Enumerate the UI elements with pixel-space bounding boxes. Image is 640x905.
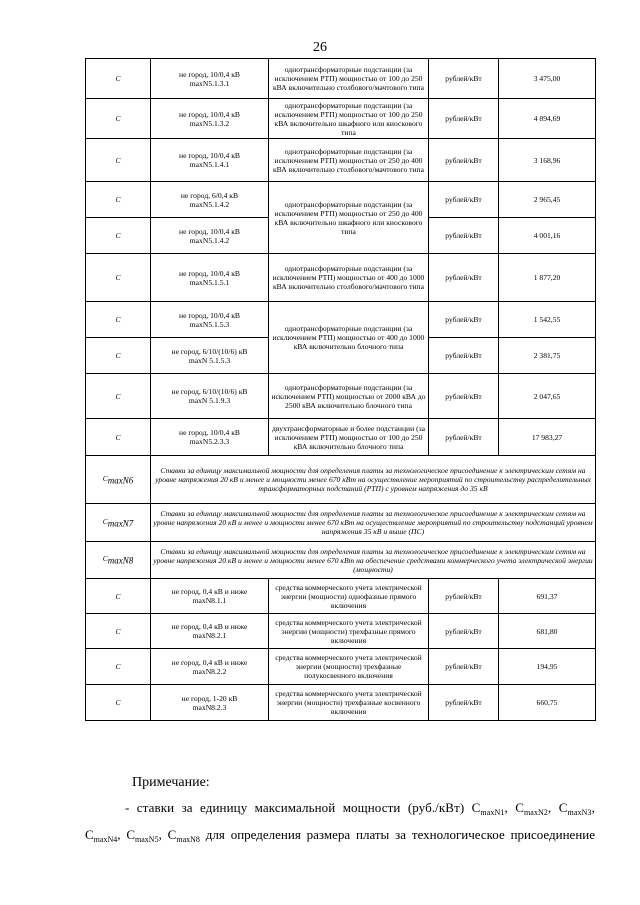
unit-cell: рублей/кВт (429, 139, 499, 182)
unit-cell: рублей/кВт (429, 614, 499, 649)
rate-code: C (86, 614, 151, 649)
category-code: $C_{maxN6}$ (86, 456, 151, 504)
category-code: $C_{maxN7}$ (86, 504, 151, 542)
rate-id: maxN8.2.1 (192, 631, 227, 640)
unit-cell: рублей/кВт (429, 374, 499, 419)
value-cell: 17 983,27 (499, 419, 596, 456)
unit-cell: рублей/кВт (429, 302, 499, 338)
voltage-label: не город, 0,4 кВ и ниже (171, 622, 248, 631)
subscript: maxN4 (93, 835, 118, 844)
value-cell: 3 168,96 (499, 139, 596, 182)
value-cell: 4 894,69 (499, 99, 596, 139)
table-row (86, 579, 596, 614)
note-title: Примечание: (132, 775, 210, 790)
rate-id: maxN5.1.5.1 (189, 277, 230, 287)
table-row (86, 302, 596, 338)
unit-cell: рублей/кВт (429, 59, 499, 99)
rate-id: maxN5.1.4.2 (189, 199, 230, 209)
rate-code: C (86, 302, 151, 338)
category-row (86, 542, 596, 579)
rate-code: C (86, 419, 151, 456)
voltage-cell (151, 649, 269, 685)
table-row (86, 374, 596, 419)
value-cell: 3 475,00 (499, 59, 596, 99)
unit-cell: рублей/кВт (429, 99, 499, 139)
rate-id: maxN8.1.1 (192, 596, 227, 605)
voltage-label: не город, 10/0,4 кВ (179, 428, 240, 437)
rate-code: C (86, 139, 151, 182)
description-cell: однотрансформаторные подстанции (за исключением РТП) мощностью от 250 до 400 кВА включительно столбового/мачтового типа (269, 139, 429, 182)
value-cell: 681,80 (499, 614, 596, 649)
subscript: maxN1 (480, 808, 505, 817)
rate-code: C (86, 649, 151, 685)
note-text: - ставки за единицу максимальной мощности (руб./кВт) C (125, 800, 481, 815)
category-description: Ставки за единицу максимальной мощности для определения платы за технологическое присоединение к электрическим сетям на уровне напряжения 20 кВ и менее и мощности менее 670 кВт на осуществление мероприятий по строительству подстанций уровнем напряжения 35 кВ и выше (ПС) (151, 504, 596, 542)
rate-code: C (86, 182, 151, 218)
voltage-label: не город, 0,4 кВ и ниже (171, 587, 248, 596)
description-cell: однотрансформаторные подстанции (за исключением РТП) мощностью от 250 до 400 кВА включительно шкафного или киоскового типа (269, 182, 429, 254)
rate-id: maxN5.1.4.1 (189, 160, 230, 169)
rate-code: C (86, 254, 151, 302)
value-cell: 4 001,16 (499, 218, 596, 254)
table-row (86, 99, 596, 139)
description-cell: однотрансформаторные подстанции (за исключением РТП) мощностью от 100 до 250 кВА включительно шкафного или киоскового типа (269, 99, 429, 139)
description-cell: средства коммерческого учета электрической энергии (мощности) трехфазные полукосвенного включения (269, 649, 429, 685)
rates-table (85, 58, 596, 721)
voltage-cell (151, 218, 269, 254)
unit-cell: рублей/кВт (429, 685, 499, 721)
description-cell: однотрансформаторные подстанции (за исключением РТП) мощностью от 400 до 1000 кВА включительно блочного типа (269, 302, 429, 374)
description-cell: однотрансформаторные подстанции (за исключением РТП) мощностью от 2000 кВА до 2500 кВА включительно блочного типа (269, 374, 429, 419)
table-row (86, 139, 596, 182)
voltage-cell (151, 419, 269, 456)
rate-code: C (86, 59, 151, 99)
unit-cell: рублей/кВт (429, 579, 499, 614)
voltage-label: не город, 1-20 кВ (181, 693, 238, 703)
category-code: $C_{maxN8}$ (86, 542, 151, 579)
category-row (86, 456, 596, 504)
unit-cell: рублей/кВт (429, 419, 499, 456)
description-cell: однотрансформаторные подстанции (за исключением РТП) мощностью от 400 до 1000 кВА включительно столбового/мачтового типа (269, 254, 429, 302)
voltage-cell (151, 614, 269, 649)
description-cell: двухтрансформаторные и более подстанции (за исключением РТП) мощностью от 100 до 250 кВА включительно блочного типа (269, 419, 429, 456)
description-cell: средства коммерческого учета электрической энергии (мощности) трехфазные косвенного включения (269, 685, 429, 721)
description-cell: однотрансформаторные подстанции (за исключением РТП) мощностью от 100 до 250 кВА включительно столбового/мачтового типа (269, 59, 429, 99)
unit-cell: рублей/кВт (429, 649, 499, 685)
unit-cell: рублей/кВт (429, 338, 499, 374)
description-cell: средства коммерческого учета электрической энергии (мощности) однофазные прямого включения (269, 579, 429, 614)
voltage-label: не город, 6/0,4 кВ (180, 190, 239, 200)
voltage-cell (151, 99, 269, 139)
voltage-label: не город, 10/0,4 кВ (179, 226, 240, 236)
unit-cell: рублей/кВт (429, 254, 499, 302)
voltage-label: не город, 10/0,4 кВ (179, 268, 240, 278)
voltage-label: не город, 0,4 кВ и ниже (171, 657, 248, 667)
voltage-cell (151, 374, 269, 419)
value-cell: 691,37 (499, 579, 596, 614)
subscript: maxN2 (523, 808, 549, 817)
rate-code: C (86, 579, 151, 614)
voltage-cell (151, 579, 269, 614)
voltage-cell (151, 139, 269, 182)
rate-id: maxN5.1.3.1 (189, 78, 230, 88)
rate-id: maxN5.1.5.3 (189, 319, 230, 329)
voltage-label: не город, 10/0,4 кВ (179, 151, 240, 160)
table-row (86, 59, 596, 99)
voltage-label: не город, 10/0,4 кВ (179, 69, 240, 79)
page-number: 26 (313, 40, 327, 55)
value-cell: 2 965,45 (499, 182, 596, 218)
subscript: maxN3 (567, 808, 592, 817)
value-cell: 660,75 (499, 685, 596, 721)
table-row (86, 254, 596, 302)
table-row (86, 182, 596, 218)
subscript: maxN5 (135, 835, 159, 844)
category-description: Ставки за единицу максимальной мощности для определения платы за технологическое присоединение к электрическим сетям на уровне напряжения 20 кВ и менее и мощности менее 670 кВт на обеспечение средствами коммерческого учета электрической энергии (мощности) (151, 542, 596, 579)
voltage-label: не город, 6/10/(10/6) кВ (171, 346, 248, 356)
value-cell: 2 381,75 (499, 338, 596, 374)
voltage-cell (151, 338, 269, 374)
rate-id: maxN 5.1.9.3 (188, 396, 231, 405)
rate-id: maxN 5.1.5.3 (188, 355, 231, 365)
rate-code: C (86, 374, 151, 419)
value-cell: 2 047,65 (499, 374, 596, 419)
voltage-cell (151, 59, 269, 99)
voltage-label: не город, 10/0,4 кВ (179, 109, 240, 119)
rate-id: maxN5.1.4.2 (189, 235, 230, 245)
table-row (86, 419, 596, 456)
unit-cell: рублей/кВт (429, 182, 499, 218)
rate-code: C (86, 685, 151, 721)
table-row (86, 685, 596, 721)
note-text-line-2: $C_{maxN4}$, $C_{maxN5}$, $C_{maxN8}$ для определения размера платы за технологическое присоединение (85, 827, 596, 844)
rate-code: C (86, 218, 151, 254)
note-text: для определения размера платы за технологическое присоединение (205, 827, 596, 842)
value-cell: 1 542,55 (499, 302, 596, 338)
voltage-label: не город, 10/0,4 кВ (179, 310, 240, 320)
voltage-cell (151, 302, 269, 338)
rate-code: C (86, 338, 151, 374)
rate-id: maxN5.2.3.3 (189, 437, 230, 446)
value-cell: 194,95 (499, 649, 596, 685)
rate-id: maxN5.1.3.2 (189, 118, 230, 128)
category-row (86, 504, 596, 542)
unit-cell: рублей/кВт (429, 218, 499, 254)
voltage-cell (151, 254, 269, 302)
subscript: maxN8 (176, 835, 200, 844)
voltage-cell (151, 182, 269, 218)
rate-id: maxN8.2.2 (192, 666, 227, 676)
category-description: Ставки за единицу максимальной мощности для определения платы за технологическое присоединение к электрическим сетям на уровне напряжения 20 кВ и менее и мощности менее 670 кВт на осуществление мероприятий по строительству распределительных трансформаторных подстаний (РТП) с уровнем напряжения до 35 кВ (151, 456, 596, 504)
rate-code: C (86, 99, 151, 139)
rate-id: maxN8.2.3 (192, 702, 227, 712)
table-row (86, 614, 596, 649)
description-cell: средства коммерческого учета электрической энергии (мощности) трехфазные прямого включения (269, 614, 429, 649)
voltage-label: не город, 6/10/(10/6) кВ (171, 387, 248, 396)
table-row (86, 649, 596, 685)
note-text-line-1: - ставки за единицу максимальной мощности (руб./кВт) $C_{maxN1}$, $C_{maxN2}$, $C_{maxN3}$, (125, 800, 595, 817)
voltage-cell (151, 685, 269, 721)
value-cell: 1 877,20 (499, 254, 596, 302)
